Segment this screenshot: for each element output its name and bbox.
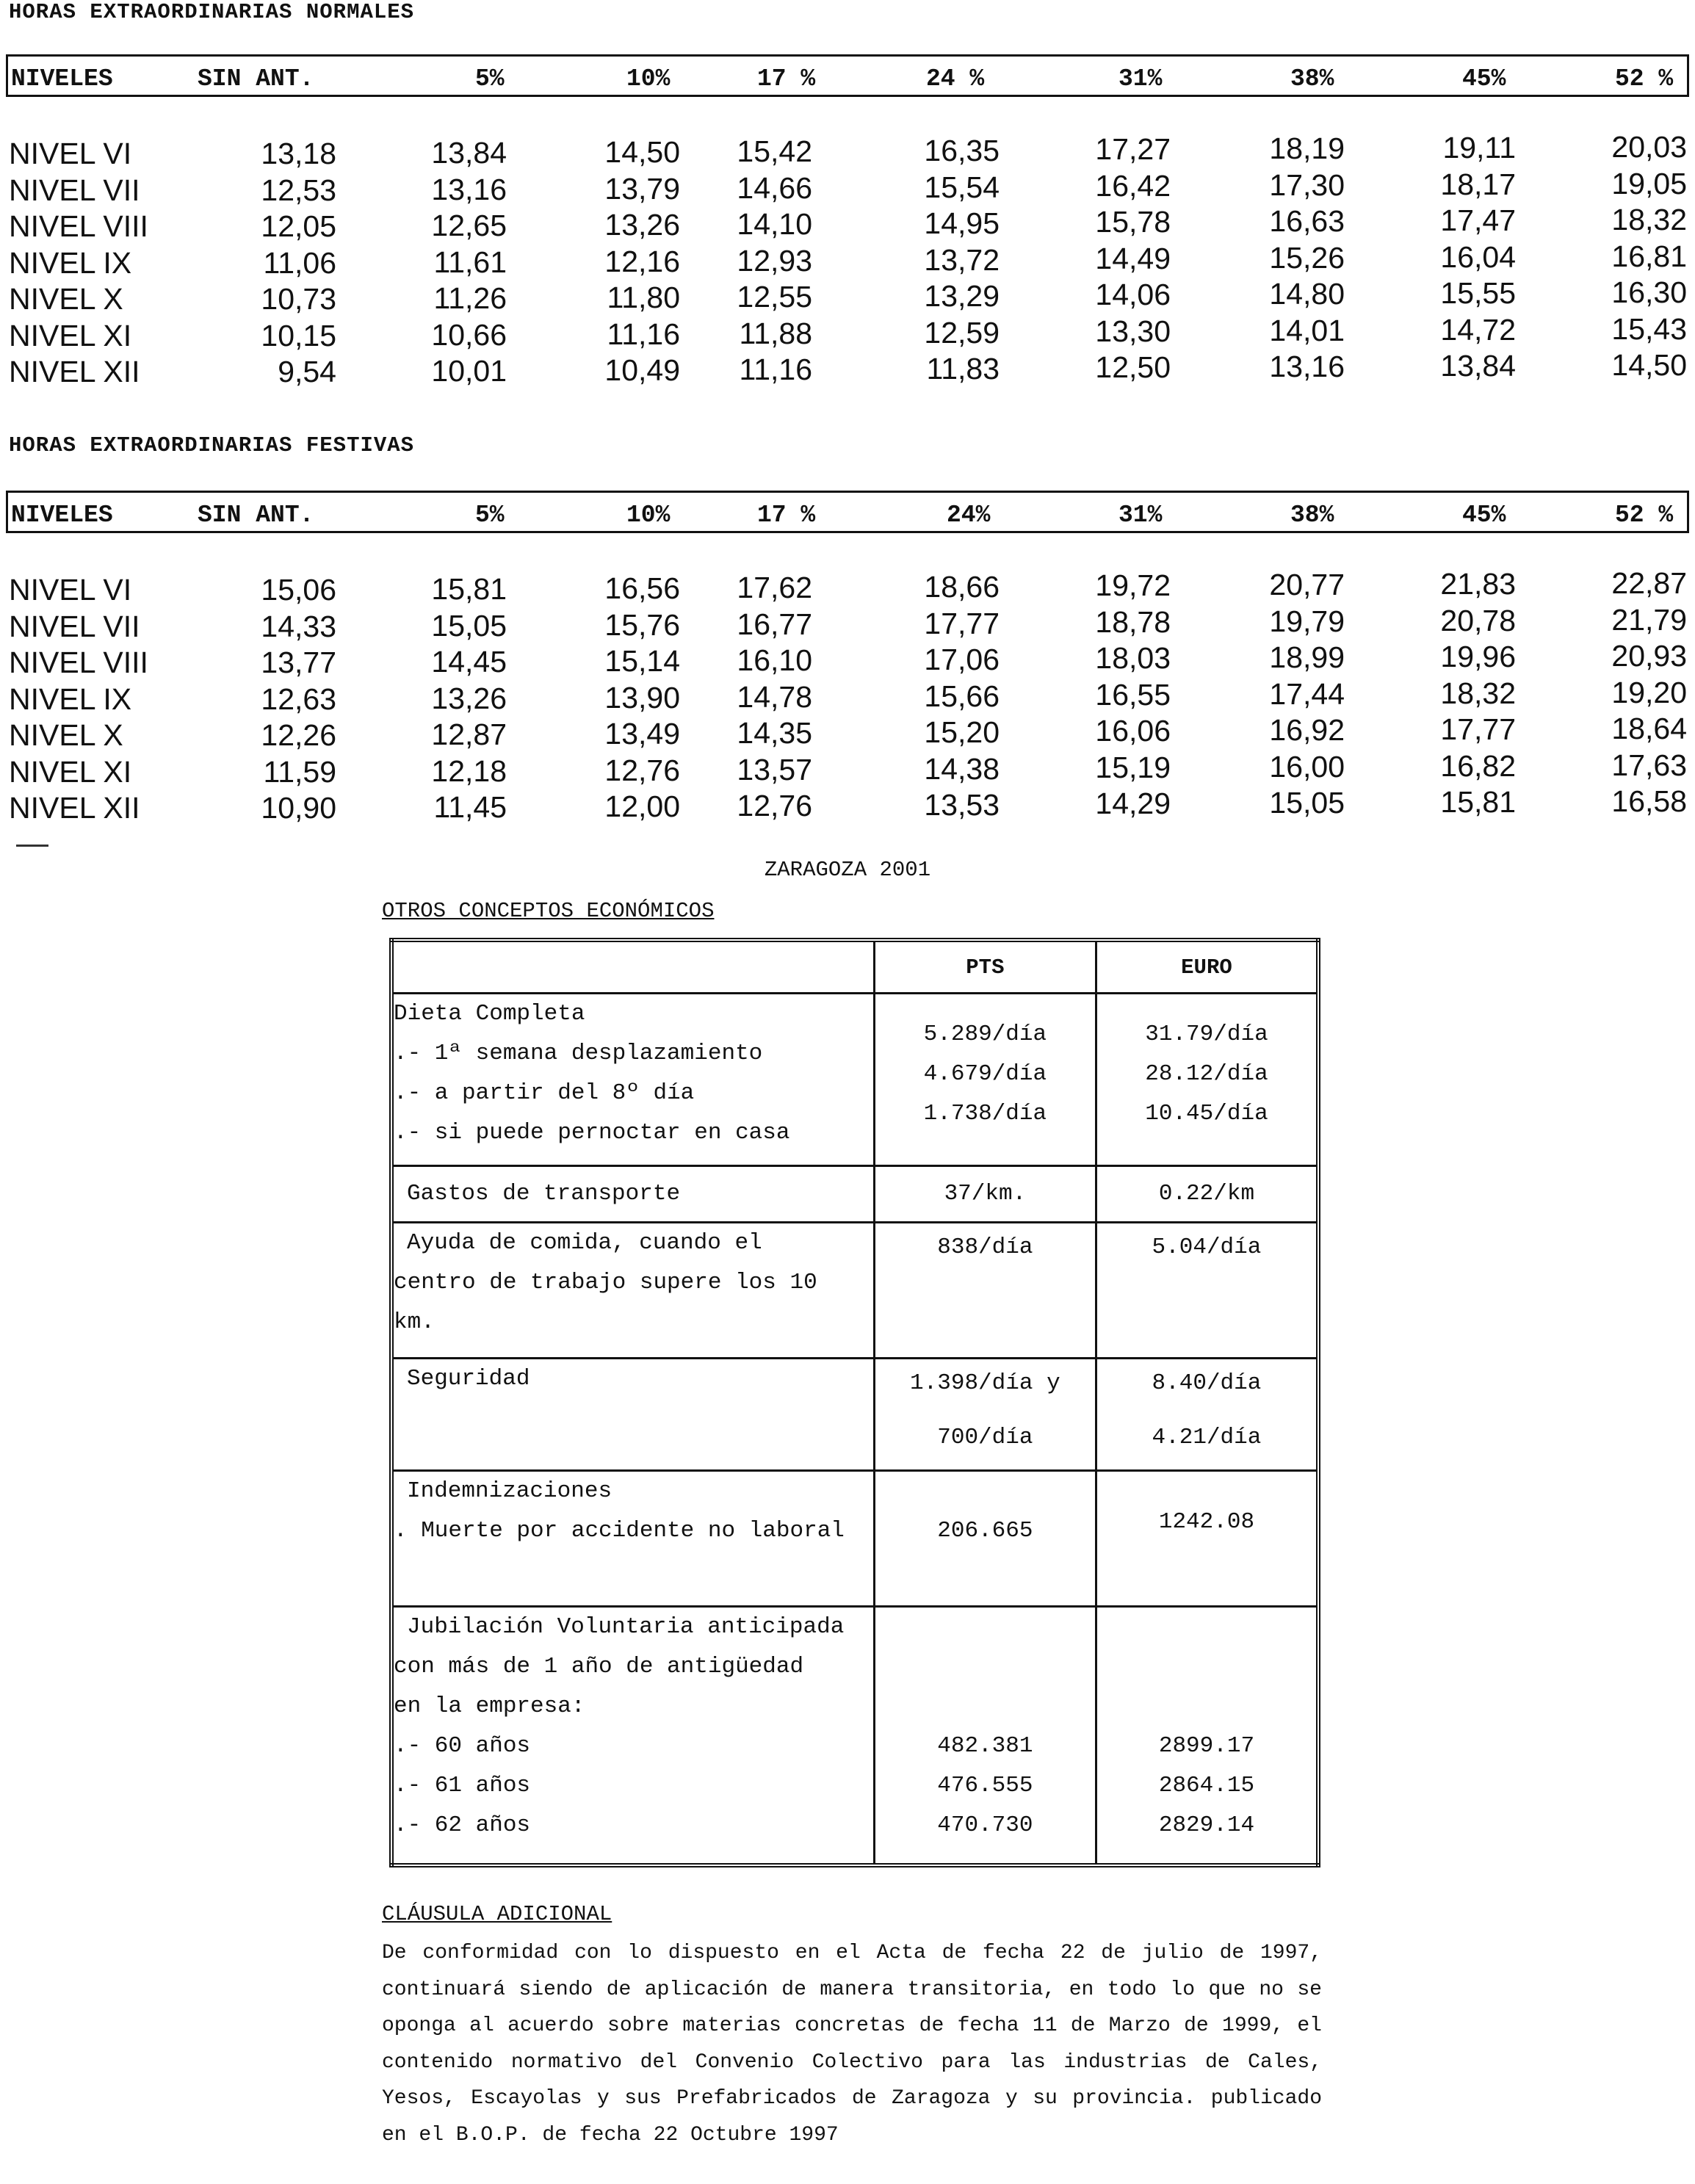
value-cell: 16,10	[737, 643, 812, 677]
seguridad-label: Seguridad	[407, 1366, 530, 1392]
value-cell: 15,66	[924, 679, 1000, 713]
normales-header	[6, 54, 1689, 97]
header-sin-ant: SIN ANT.	[198, 65, 314, 93]
value-cell: 12,93	[737, 243, 812, 278]
nivel-label: NIVEL VIII	[9, 209, 148, 243]
festivas-header	[6, 491, 1689, 533]
value-cell: 16,77	[737, 607, 812, 641]
header-5: 5%	[475, 65, 505, 93]
divider-dash	[16, 845, 48, 847]
value-cell: 14,33	[261, 609, 336, 643]
value-cell: 14,72	[1440, 312, 1516, 347]
value-cell: 12,16	[604, 244, 680, 278]
value-cell: 18,66	[924, 570, 1000, 604]
value-cell: 13,26	[431, 681, 507, 715]
value-cell: 10,90	[261, 791, 336, 825]
indemnizaciones-label: Indemnizaciones	[407, 1478, 612, 1504]
value-cell: 17,62	[737, 571, 812, 604]
header-17: 17 %	[757, 502, 816, 529]
value-cell: 16,58	[1611, 784, 1687, 818]
dieta-line-1: .- 1ª semana desplazamiento	[394, 1041, 763, 1066]
value-cell: 12,87	[431, 717, 507, 751]
header-31: 31%	[1118, 502, 1163, 529]
value-cell: 17,77	[924, 606, 1000, 640]
value-cell: 11,45	[433, 790, 507, 824]
value-cell: 18,32	[1611, 203, 1687, 236]
value-cell: 12,55	[737, 280, 812, 314]
transporte-eur: 0.22/km	[1158, 1181, 1255, 1207]
value-cell: 16,42	[1095, 168, 1171, 203]
dieta-pts-3: 1.738/día	[923, 1101, 1047, 1127]
value-cell: 16,35	[924, 134, 1000, 167]
seguridad-eur-2: 4.21/día	[1152, 1425, 1262, 1450]
value-cell: 18,17	[1440, 167, 1516, 201]
table-row	[0, 784, 1695, 828]
clausula-text: De conformidad con lo dispuesto en el Acta de fecha 22 de julio de 1997, continuará siendo de aplicación de manera transitoria, en todo lo que no se oponga al acuerdo sobre materias concretas de fecha 11 de Marzo de 1999, el contenido normativo del Convenio Colectivo para las industrias de Cales, Yesos, Escayolas y sus Prefabricados de Zaragoza y su provincia. publicado en el B.O.P. de fecha 22 Octubre 1997	[382, 1942, 1322, 2147]
value-cell: 12,76	[604, 753, 680, 787]
jubilacion-eur-60: 2899.17	[1158, 1733, 1255, 1759]
nivel-label: NIVEL XII	[9, 355, 140, 388]
value-cell: 15,81	[1440, 785, 1516, 819]
value-cell: 10,73	[261, 282, 336, 316]
value-cell: 15,14	[604, 644, 680, 678]
table-row-comida	[391, 1223, 1318, 1359]
value-cell: 19,96	[1440, 640, 1516, 673]
value-cell: 19,11	[1442, 131, 1516, 164]
value-cell: 13,84	[1440, 349, 1516, 383]
value-cell: 15,43	[1611, 311, 1687, 346]
value-cell: 11,83	[926, 352, 1000, 386]
header-17: 17 %	[757, 65, 816, 93]
nivel-label: NIVEL IX	[9, 245, 132, 280]
value-cell: 11,16	[739, 352, 812, 386]
header-38: 38%	[1290, 502, 1334, 529]
header-5: 5%	[475, 502, 505, 529]
dieta-eur-1: 31.79/día	[1145, 1022, 1268, 1047]
dieta-pts-2: 4.679/día	[923, 1061, 1047, 1087]
value-cell: 11,06	[263, 245, 336, 280]
jubilacion-line-3: en la empresa:	[394, 1693, 585, 1719]
value-cell: 16,55	[1095, 677, 1171, 712]
header-31: 31%	[1118, 65, 1163, 93]
value-cell: 13,53	[924, 788, 1000, 822]
dieta-eur-3: 10.45/día	[1145, 1101, 1268, 1127]
value-cell: 17,27	[1095, 132, 1171, 166]
value-cell: 16,30	[1611, 275, 1687, 309]
header-24: 24%	[947, 502, 991, 529]
value-cell: 16,56	[604, 571, 680, 605]
nivel-label: NIVEL XI	[9, 318, 132, 352]
nivel-label: NIVEL VII	[9, 173, 140, 207]
value-cell: 13,18	[261, 137, 336, 170]
value-cell: 15,76	[604, 607, 680, 642]
value-cell: 14,80	[1269, 277, 1345, 311]
otros-conceptos-table	[389, 938, 1320, 1867]
jubilacion-60: .- 60 años	[394, 1733, 531, 1759]
value-cell: 15,78	[1095, 205, 1171, 239]
value-cell: 14,50	[1611, 348, 1687, 382]
otros-title: OTROS CONCEPTOS ECONÓMICOS	[382, 899, 715, 923]
header-52: 52 %	[1615, 65, 1674, 93]
header-pts: PTS	[874, 940, 1096, 994]
value-cell: 18,03	[1095, 641, 1171, 675]
header-niveles: NIVELES	[11, 65, 113, 93]
indemnizaciones-pts: 206.665	[937, 1518, 1033, 1544]
value-cell: 11,88	[739, 316, 812, 350]
value-cell: 20,77	[1269, 568, 1345, 601]
nivel-label: NIVEL VIII	[9, 646, 148, 679]
comida-line-1: Ayuda de comida, cuando el	[407, 1230, 762, 1256]
normales-title: HORAS EXTRAORDINARIAS NORMALES	[9, 0, 415, 24]
value-cell: 13,16	[1269, 350, 1345, 383]
value-cell: 14,66	[737, 170, 812, 205]
jubilacion-pts-62: 470.730	[937, 1812, 1033, 1838]
value-cell: 13,57	[737, 752, 812, 787]
value-cell: 17,06	[924, 643, 1000, 676]
header-45: 45%	[1462, 502, 1506, 529]
value-cell: 14,38	[924, 751, 1000, 786]
jubilacion-eur-61: 2864.15	[1158, 1773, 1255, 1798]
table-header-row	[391, 940, 1318, 994]
value-cell: 14,95	[924, 206, 1000, 240]
table-row-indemnizaciones	[391, 1471, 1318, 1607]
value-cell: 14,49	[1095, 241, 1171, 275]
value-cell: 10,49	[604, 353, 680, 387]
value-cell: 17,44	[1269, 676, 1345, 711]
value-cell: 18,32	[1440, 676, 1516, 710]
value-cell: 18,78	[1095, 604, 1171, 639]
transporte-pts: 37/km.	[944, 1181, 1027, 1207]
value-cell: 9,54	[278, 355, 336, 388]
comida-pts: 838/día	[937, 1234, 1033, 1260]
table-row-dieta	[391, 994, 1318, 1166]
value-cell: 19,20	[1611, 675, 1687, 709]
value-cell: 19,72	[1095, 568, 1171, 602]
value-cell: 11,16	[607, 317, 680, 351]
table-row-jubilacion	[391, 1607, 1318, 1866]
value-cell: 15,42	[737, 134, 812, 168]
jubilacion-pts-60: 482.381	[937, 1733, 1033, 1759]
header-45: 45%	[1462, 65, 1506, 93]
value-cell: 14,01	[1269, 313, 1345, 347]
value-cell: 11,26	[433, 281, 507, 315]
header-24: 24 %	[926, 65, 985, 93]
value-cell: 12,63	[261, 681, 336, 716]
value-cell: 18,64	[1611, 712, 1687, 745]
nivel-label: NIVEL XI	[9, 754, 132, 789]
seguridad-pts-1: 1.398/día y	[910, 1370, 1060, 1396]
table-row	[0, 348, 1695, 391]
value-cell: 17,30	[1269, 167, 1345, 202]
value-cell: 16,63	[1269, 204, 1345, 238]
value-cell: 19,79	[1269, 604, 1345, 638]
nivel-label: NIVEL VI	[9, 137, 132, 170]
value-cell: 11,61	[433, 245, 507, 279]
dieta-label: Dieta Completa	[394, 1001, 585, 1027]
value-cell: 14,45	[431, 645, 507, 679]
value-cell: 13,79	[604, 171, 680, 206]
value-cell: 21,83	[1440, 567, 1516, 601]
nivel-label: NIVEL X	[9, 718, 123, 752]
value-cell: 15,20	[924, 715, 1000, 749]
header-38: 38%	[1290, 65, 1334, 93]
value-cell: 17,77	[1440, 712, 1516, 746]
jubilacion-61: .- 61 años	[394, 1773, 531, 1798]
value-cell: 15,54	[924, 170, 1000, 204]
jubilacion-eur-62: 2829.14	[1158, 1812, 1255, 1838]
jubilacion-pts-61: 476.555	[937, 1773, 1033, 1798]
value-cell: 13,29	[924, 279, 1000, 313]
value-cell: 15,26	[1269, 240, 1345, 275]
value-cell: 16,04	[1440, 239, 1516, 274]
value-cell: 16,00	[1269, 749, 1345, 784]
value-cell: 18,99	[1269, 640, 1345, 674]
nivel-label: NIVEL X	[9, 282, 123, 316]
clausula-title: CLÁUSULA ADICIONAL	[382, 1902, 612, 1926]
value-cell: 20,03	[1611, 130, 1687, 164]
seguridad-pts-2: 700/día	[937, 1425, 1033, 1450]
value-cell: 14,10	[737, 207, 812, 241]
value-cell: 18,19	[1269, 131, 1345, 165]
seguridad-eur-1: 8.40/día	[1152, 1370, 1262, 1396]
value-cell: 11,80	[607, 281, 680, 314]
value-cell: 12,59	[924, 315, 1000, 350]
value-cell: 15,06	[261, 573, 336, 607]
value-cell: 13,77	[261, 646, 336, 679]
value-cell: 13,84	[431, 136, 507, 170]
header-52: 52 %	[1615, 502, 1674, 529]
dieta-line-2: .- a partir del 8º día	[394, 1080, 695, 1106]
dieta-eur-2: 28.12/día	[1145, 1061, 1268, 1087]
value-cell: 13,90	[604, 680, 680, 715]
value-cell: 14,35	[737, 716, 812, 750]
value-cell: 11,59	[263, 754, 336, 789]
value-cell: 13,30	[1095, 314, 1171, 348]
value-cell: 12,50	[1095, 350, 1171, 384]
value-cell: 16,92	[1269, 713, 1345, 747]
value-cell: 12,26	[261, 718, 336, 752]
nivel-label: NIVEL XII	[9, 791, 140, 825]
comida-eur: 5.04/día	[1152, 1234, 1262, 1260]
value-cell: 16,82	[1440, 748, 1516, 783]
value-cell: 12,05	[261, 209, 336, 243]
header-10: 10%	[626, 502, 671, 529]
festivas-title: HORAS EXTRAORDINARIAS FESTIVAS	[9, 433, 415, 458]
value-cell: 10,01	[431, 354, 507, 388]
dieta-pts-1: 5.289/día	[923, 1022, 1047, 1047]
indemnizaciones-line-1: . Muerte por accidente no laboral	[394, 1518, 845, 1544]
dieta-line-3: .- si puede pernoctar en casa	[394, 1120, 790, 1146]
header-concepto	[391, 940, 874, 994]
indemnizaciones-eur: 1242.08	[1158, 1509, 1255, 1535]
header-sin-ant: SIN ANT.	[198, 502, 314, 529]
value-cell: 17,63	[1611, 748, 1687, 782]
value-cell: 14,06	[1095, 278, 1171, 311]
value-cell: 17,47	[1440, 203, 1516, 237]
value-cell: 15,19	[1095, 750, 1171, 784]
value-cell: 20,78	[1440, 603, 1516, 637]
nivel-label: NIVEL VI	[9, 573, 132, 607]
value-cell: 14,78	[737, 679, 812, 714]
value-cell: 13,72	[924, 242, 1000, 277]
value-cell: 12,18	[431, 753, 507, 788]
value-cell: 20,93	[1611, 639, 1687, 673]
header-10: 10%	[626, 65, 671, 93]
table-row-seguridad	[391, 1359, 1318, 1471]
jubilacion-line-2: con más de 1 año de antigüedad	[394, 1654, 804, 1679]
value-cell: 15,05	[431, 608, 507, 643]
value-cell: 10,15	[261, 318, 336, 352]
value-cell: 19,05	[1611, 166, 1687, 200]
value-cell: 12,53	[261, 173, 336, 207]
value-cell: 12,65	[431, 209, 507, 242]
comida-line-3: km.	[394, 1309, 435, 1335]
value-cell: 22,87	[1611, 566, 1687, 600]
value-cell: 21,79	[1611, 602, 1687, 637]
value-cell: 13,26	[604, 208, 680, 242]
comida-line-2: centro de trabajo supere los 10	[394, 1270, 817, 1295]
value-cell: 15,81	[431, 572, 507, 606]
value-cell: 14,29	[1095, 787, 1171, 820]
header-euro: EURO	[1096, 940, 1318, 994]
value-cell: 15,55	[1440, 276, 1516, 310]
value-cell: 12,00	[604, 789, 680, 823]
transporte-label: Gastos de transporte	[407, 1181, 681, 1207]
header-niveles: NIVELES	[11, 502, 113, 529]
value-cell: 15,05	[1269, 786, 1345, 820]
value-cell: 12,76	[737, 789, 812, 822]
table-row-transporte	[391, 1166, 1318, 1223]
value-cell: 13,49	[604, 717, 680, 751]
value-cell: 16,06	[1095, 714, 1171, 748]
jubilacion-62: .- 62 años	[394, 1812, 531, 1838]
value-cell: 13,16	[431, 172, 507, 206]
value-cell: 14,50	[604, 135, 680, 169]
value-cell: 16,81	[1611, 239, 1687, 273]
nivel-label: NIVEL VII	[9, 609, 140, 643]
zaragoza-title: ZARAGOZA 2001	[764, 858, 931, 882]
nivel-label: NIVEL IX	[9, 681, 132, 716]
value-cell: 10,66	[431, 317, 507, 352]
jubilacion-line-1: Jubilación Voluntaria anticipada	[407, 1614, 845, 1640]
